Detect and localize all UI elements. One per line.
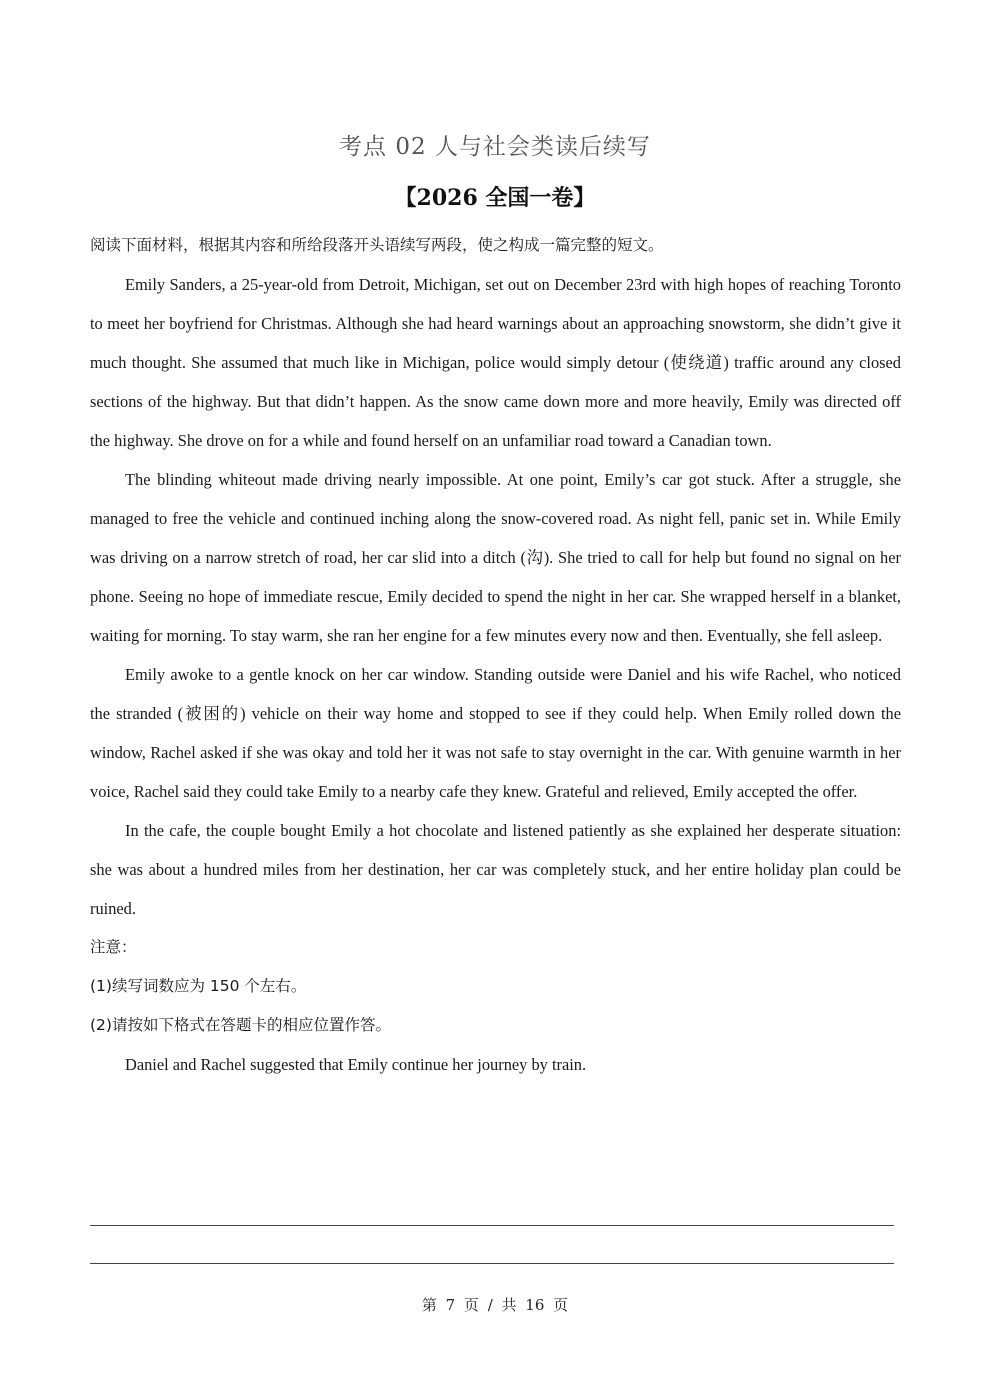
page-number: 第 7 页 / 共 16 页 — [421, 1296, 569, 1314]
passage-paragraph-1: Emily Sanders, a 25-year-old from Detroit, Michigan, set out on December 23rd with high hopes of reaching Toronto to meet her boyfriend for Christmas. Although she had heard warnings about an approaching snowstorm, she didn’t give it much thought. She assumed that much like in Michigan, police would simply detour (使绕道) traffic around any closed sections of the highway. But that didn’t happen. As the snow came down more and more heavily, Emily was directed off the highway. She drove on for a while and found herself on an unfamiliar road toward a Canadian town. — [90, 275, 901, 450]
passage-paragraph-2: The blinding whiteout made driving nearly impossible. At one point, Emily’s car got stuck. After a struggle, she managed to free the vehicle and continued inching along the snow-covered road. As night fell, panic set in. While Emily was driving on a narrow stretch of road, her car slid into a ditch (沟). She tried to call for help but found no signal on her phone. Seeing no hope of immediate rescue, Emily decided to spend the night in her car. She wrapped herself in a blanket, waiting for morning. To stay warm, she ran her engine for a few minutes every now and then. Eventually, she fell asleep. — [90, 470, 901, 645]
page-title: 考点 02 人与社会类读后续写 — [339, 134, 651, 160]
exam-source-heading: 【2026 全国一卷】 — [394, 185, 596, 211]
note-item-1: (1)续写词数应为 150 个左右。 — [90, 977, 307, 995]
passage-body — [90, 226, 901, 1084]
answer-line-2 — [90, 1263, 894, 1264]
task-instruction: 阅读下面材料，根据其内容和所给段落开头语续写两段，使之构成一篇完整的短文。 — [90, 236, 664, 254]
passage-paragraph-4: In the cafe, the couple bought Emily a hot chocolate and listened patiently as she explained her desperate situation: she was about a hundred miles from her destination, her car was completely stuck, and her entire holiday plan could be ruined. — [90, 821, 901, 918]
passage-paragraph-3: Emily awoke to a gentle knock on her car window. Standing outside were Daniel and his wife Rachel, who noticed the stranded (被困的) vehicle on their way home and stopped to see if they could help. When Emily rolled down the window, Rachel asked if she was okay and told her it was not safe to stay overnight in the car. With genuine warmth in her voice, Rachel said they could take Emily to a nearby cafe they knew. Grateful and relieved, Emily accepted the offer. — [90, 665, 901, 801]
notes-heading: 注意： — [90, 938, 137, 956]
answer-line-1 — [90, 1225, 894, 1226]
continuation-opening-sentence: Daniel and Rachel suggested that Emily continue her journey by train. — [125, 1055, 587, 1074]
note-item-2: (2)请按如下格式在答题卡的相应位置作答。 — [90, 1016, 391, 1034]
